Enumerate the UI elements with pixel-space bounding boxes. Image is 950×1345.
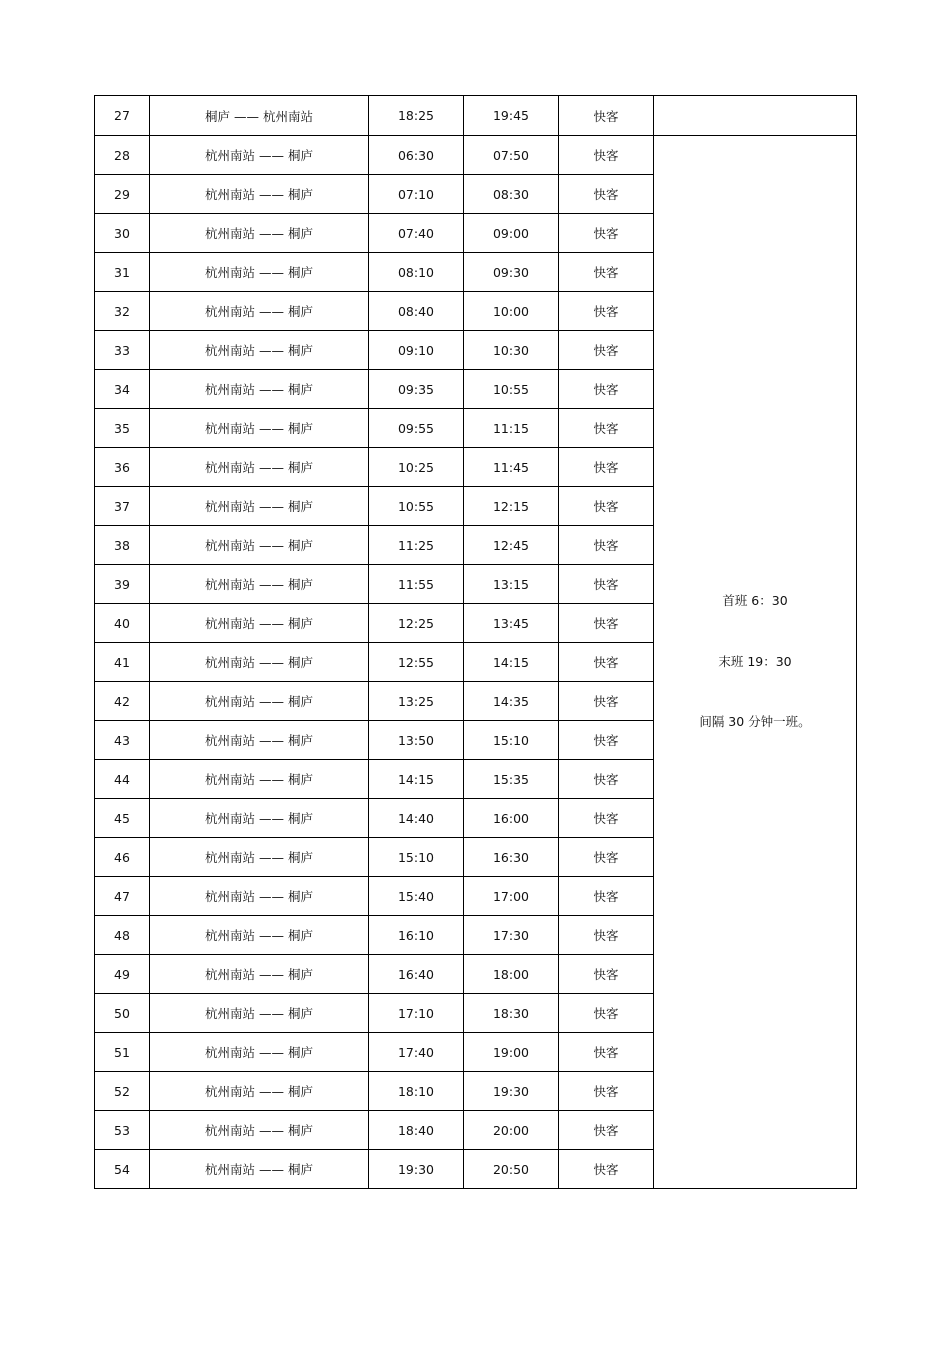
arrival-time: 11:45 xyxy=(464,448,559,487)
trip-number: 51 xyxy=(95,1033,150,1072)
departure-time: 08:40 xyxy=(369,292,464,331)
arrival-time: 07:50 xyxy=(464,136,559,175)
route: 杭州南站 —— 桐庐 xyxy=(150,331,369,370)
service-type: 快客 xyxy=(559,331,654,370)
service-type: 快客 xyxy=(559,1150,654,1189)
service-type: 快客 xyxy=(559,760,654,799)
departure-time: 18:10 xyxy=(369,1072,464,1111)
service-type: 快客 xyxy=(559,292,654,331)
service-type: 快客 xyxy=(559,1072,654,1111)
service-type: 快客 xyxy=(559,448,654,487)
arrival-time: 17:00 xyxy=(464,877,559,916)
departure-time: 18:25 xyxy=(369,96,464,136)
departure-time: 10:25 xyxy=(369,448,464,487)
departure-time: 19:30 xyxy=(369,1150,464,1189)
route: 杭州南站 —— 桐庐 xyxy=(150,877,369,916)
route: 杭州南站 —— 桐庐 xyxy=(150,448,369,487)
service-type: 快客 xyxy=(559,877,654,916)
arrival-time: 10:00 xyxy=(464,292,559,331)
service-type: 快客 xyxy=(559,96,654,136)
arrival-time: 20:50 xyxy=(464,1150,559,1189)
departure-time: 17:10 xyxy=(369,994,464,1033)
service-type: 快客 xyxy=(559,565,654,604)
arrival-time: 09:30 xyxy=(464,253,559,292)
arrival-time: 10:30 xyxy=(464,331,559,370)
service-type: 快客 xyxy=(559,214,654,253)
departure-time: 08:10 xyxy=(369,253,464,292)
trip-number: 43 xyxy=(95,721,150,760)
route: 杭州南站 —— 桐庐 xyxy=(150,1072,369,1111)
trip-number: 44 xyxy=(95,760,150,799)
departure-time: 11:25 xyxy=(369,526,464,565)
service-type: 快客 xyxy=(559,370,654,409)
arrival-time: 17:30 xyxy=(464,916,559,955)
arrival-time: 08:30 xyxy=(464,175,559,214)
route: 杭州南站 —— 桐庐 xyxy=(150,175,369,214)
trip-number: 54 xyxy=(95,1150,150,1189)
route: 杭州南站 —— 桐庐 xyxy=(150,565,369,604)
trip-number: 38 xyxy=(95,526,150,565)
arrival-time: 12:15 xyxy=(464,487,559,526)
first-bus-note: 首班 6：30 xyxy=(722,593,788,609)
arrival-time: 19:00 xyxy=(464,1033,559,1072)
route: 杭州南站 —— 桐庐 xyxy=(150,1111,369,1150)
trip-number: 37 xyxy=(95,487,150,526)
trip-number: 40 xyxy=(95,604,150,643)
route: 杭州南站 —— 桐庐 xyxy=(150,1033,369,1072)
trip-number: 50 xyxy=(95,994,150,1033)
service-type: 快客 xyxy=(559,1111,654,1150)
trip-number: 27 xyxy=(95,96,150,136)
departure-time: 13:50 xyxy=(369,721,464,760)
arrival-time: 10:55 xyxy=(464,370,559,409)
last-bus-note: 末班 19：30 xyxy=(718,653,792,669)
departure-time: 07:40 xyxy=(369,214,464,253)
trip-number: 36 xyxy=(95,448,150,487)
arrival-time: 14:35 xyxy=(464,682,559,721)
departure-time: 13:25 xyxy=(369,682,464,721)
service-type: 快客 xyxy=(559,526,654,565)
trip-number: 49 xyxy=(95,955,150,994)
departure-time: 06:30 xyxy=(369,136,464,175)
arrival-time: 15:10 xyxy=(464,721,559,760)
departure-time: 12:55 xyxy=(369,643,464,682)
departure-time: 09:35 xyxy=(369,370,464,409)
trip-number: 33 xyxy=(95,331,150,370)
trip-number: 52 xyxy=(95,1072,150,1111)
bus-schedule-table xyxy=(94,95,857,1189)
route: 杭州南站 —— 桐庐 xyxy=(150,916,369,955)
service-type: 快客 xyxy=(559,604,654,643)
service-type: 快客 xyxy=(559,994,654,1033)
trip-number: 48 xyxy=(95,916,150,955)
service-type: 快客 xyxy=(559,487,654,526)
route: 杭州南站 —— 桐庐 xyxy=(150,526,369,565)
service-type: 快客 xyxy=(559,175,654,214)
route: 杭州南站 —— 桐庐 xyxy=(150,370,369,409)
departure-time: 14:40 xyxy=(369,799,464,838)
arrival-time: 11:15 xyxy=(464,409,559,448)
departure-time: 12:25 xyxy=(369,604,464,643)
arrival-time: 19:30 xyxy=(464,1072,559,1111)
arrival-time: 20:00 xyxy=(464,1111,559,1150)
departure-time: 15:40 xyxy=(369,877,464,916)
table-row xyxy=(95,96,857,136)
trip-number: 45 xyxy=(95,799,150,838)
route: 杭州南站 —— 桐庐 xyxy=(150,1150,369,1189)
arrival-time: 13:15 xyxy=(464,565,559,604)
arrival-time: 18:00 xyxy=(464,955,559,994)
arrival-time: 14:15 xyxy=(464,643,559,682)
arrival-time: 19:45 xyxy=(464,96,559,136)
route: 杭州南站 —— 桐庐 xyxy=(150,799,369,838)
service-type: 快客 xyxy=(559,409,654,448)
route: 杭州南站 —— 桐庐 xyxy=(150,136,369,175)
trip-number: 29 xyxy=(95,175,150,214)
route: 杭州南站 —— 桐庐 xyxy=(150,292,369,331)
departure-time: 16:10 xyxy=(369,916,464,955)
arrival-time: 12:45 xyxy=(464,526,559,565)
service-type: 快客 xyxy=(559,955,654,994)
trip-number: 32 xyxy=(95,292,150,331)
route: 杭州南站 —— 桐庐 xyxy=(150,994,369,1033)
route: 杭州南站 —— 桐庐 xyxy=(150,643,369,682)
trip-number: 53 xyxy=(95,1111,150,1150)
trip-number: 41 xyxy=(95,643,150,682)
arrival-time: 16:30 xyxy=(464,838,559,877)
departure-time: 16:40 xyxy=(369,955,464,994)
arrival-time: 09:00 xyxy=(464,214,559,253)
schedule-body xyxy=(95,96,857,1189)
arrival-time: 18:30 xyxy=(464,994,559,1033)
service-type: 快客 xyxy=(559,643,654,682)
departure-time: 07:10 xyxy=(369,175,464,214)
route: 杭州南站 —— 桐庐 xyxy=(150,760,369,799)
route: 杭州南站 —— 桐庐 xyxy=(150,721,369,760)
departure-time: 17:40 xyxy=(369,1033,464,1072)
arrival-time: 13:45 xyxy=(464,604,559,643)
service-type: 快客 xyxy=(559,1033,654,1072)
route: 杭州南站 —— 桐庐 xyxy=(150,214,369,253)
trip-number: 35 xyxy=(95,409,150,448)
route: 杭州南站 —— 桐庐 xyxy=(150,682,369,721)
service-type: 快客 xyxy=(559,799,654,838)
trip-number: 34 xyxy=(95,370,150,409)
departure-time: 11:55 xyxy=(369,565,464,604)
route: 杭州南站 —— 桐庐 xyxy=(150,955,369,994)
departure-time: 09:55 xyxy=(369,409,464,448)
arrival-time: 15:35 xyxy=(464,760,559,799)
route: 桐庐 —— 杭州南站 xyxy=(150,96,369,136)
trip-number: 31 xyxy=(95,253,150,292)
route: 杭州南站 —— 桐庐 xyxy=(150,487,369,526)
service-type: 快客 xyxy=(559,916,654,955)
departure-time: 15:10 xyxy=(369,838,464,877)
trip-number: 47 xyxy=(95,877,150,916)
route: 杭州南站 —— 桐庐 xyxy=(150,253,369,292)
service-type: 快客 xyxy=(559,838,654,877)
interval-note: 间隔 30 分钟一班。 xyxy=(699,714,811,730)
trip-number: 39 xyxy=(95,565,150,604)
arrival-time: 16:00 xyxy=(464,799,559,838)
trip-number: 30 xyxy=(95,214,150,253)
route: 杭州南站 —— 桐庐 xyxy=(150,604,369,643)
route: 杭州南站 —— 桐庐 xyxy=(150,409,369,448)
departure-time: 18:40 xyxy=(369,1111,464,1150)
departure-time: 10:55 xyxy=(369,487,464,526)
schedule-note xyxy=(654,136,857,1189)
service-type: 快客 xyxy=(559,721,654,760)
departure-time: 09:10 xyxy=(369,331,464,370)
service-type: 快客 xyxy=(559,253,654,292)
table-row xyxy=(95,136,857,175)
service-type: 快客 xyxy=(559,136,654,175)
note-cell-empty xyxy=(654,96,857,136)
trip-number: 42 xyxy=(95,682,150,721)
trip-number: 46 xyxy=(95,838,150,877)
route: 杭州南站 —— 桐庐 xyxy=(150,838,369,877)
service-type: 快客 xyxy=(559,682,654,721)
trip-number: 28 xyxy=(95,136,150,175)
departure-time: 14:15 xyxy=(369,760,464,799)
